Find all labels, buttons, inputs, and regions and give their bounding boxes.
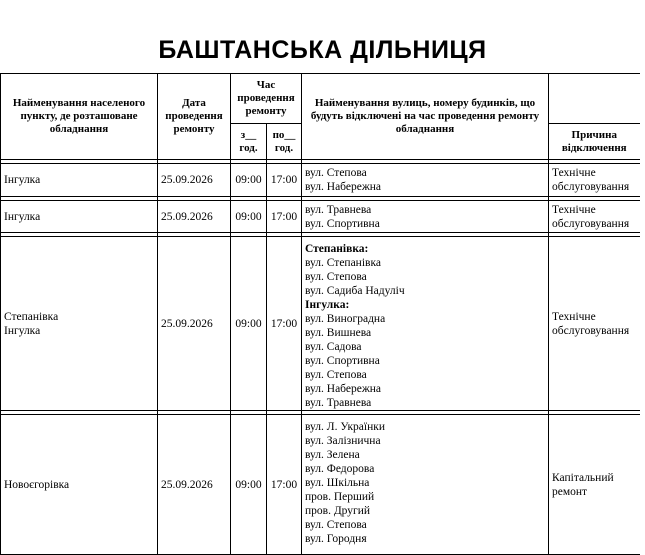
street-name: вул. Спортивна <box>305 217 380 230</box>
street-name: вул. Степанівка <box>305 257 381 269</box>
settlement-name: Інгулка <box>4 324 41 337</box>
street-name: пров. Другий <box>305 505 371 517</box>
street-name: вул. Набережна <box>305 383 382 395</box>
streets-cell <box>302 164 549 197</box>
settlement-name: Степанівка <box>4 310 59 323</box>
time-to-cell: 17:00 <box>267 237 302 411</box>
date-cell: 25.09.2026 <box>158 164 231 197</box>
table-row <box>1 201 640 233</box>
header-reason-spacer <box>549 74 640 124</box>
reason-line: Капітальний <box>552 471 614 484</box>
street-name: вул. Садиба Надуліч <box>305 285 405 297</box>
time-from-cell: 09:00 <box>231 415 267 555</box>
street-name: вул. Городня <box>305 533 367 545</box>
street-name: вул. Зелена <box>305 449 360 461</box>
street-name: вул. Шкільна <box>305 477 370 489</box>
header-streets: Найменування вулиць, номеру будинків, що будуть відключені на час проведення ремонту обладнання <box>302 74 549 160</box>
date-cell: 25.09.2026 <box>158 415 231 555</box>
header-reason: Причина відключення <box>549 124 640 160</box>
date-cell: 25.09.2026 <box>158 201 231 233</box>
street-name: вул. Степова <box>305 167 367 179</box>
street-group-label: Степанівка: <box>305 243 369 255</box>
settlement-name: Новоєгорівка <box>4 478 70 491</box>
street-name: вул. Степова <box>305 271 367 283</box>
header-time: Час проведення ремонту <box>231 74 302 124</box>
streets-cell <box>302 237 549 411</box>
reason-line: обслуговування <box>552 324 630 337</box>
header-settlement: Найменування населеного пункту, де розташоване обладнання <box>1 74 158 160</box>
time-from-cell: 09:00 <box>231 164 267 197</box>
time-to-cell: 17:00 <box>267 415 302 555</box>
reason-line: обслуговування <box>552 181 630 193</box>
reason-line: Технічне <box>552 310 596 323</box>
header-date: Дата проведення ремонту <box>158 74 231 160</box>
street-name: пров. Перший <box>305 491 375 503</box>
page-title: БАШТАНСЬКА ДІЛЬНИЦЯ <box>158 36 487 64</box>
reason-cell <box>549 164 640 197</box>
street-name: вул. Набережна <box>305 181 382 193</box>
reason-line: Технічне <box>552 167 596 179</box>
header-time-from: з__ год. <box>231 124 267 160</box>
street-name: вул. Л. Українки <box>305 421 385 433</box>
time-from-cell: 09:00 <box>231 201 267 233</box>
reason-line: обслуговування <box>552 217 630 230</box>
table-row <box>1 415 640 555</box>
reason-cell <box>549 201 640 233</box>
outage-table <box>0 73 640 555</box>
street-group-label: Інгулка: <box>305 299 350 311</box>
street-name: вул. Спортивна <box>305 355 380 367</box>
streets-cell <box>302 201 549 233</box>
reason-cell <box>549 415 640 555</box>
settlement-cell <box>1 237 158 411</box>
header-time-to: по__ год. <box>267 124 302 160</box>
settlement-cell <box>1 201 158 233</box>
street-name: вул. Садова <box>305 341 362 353</box>
street-name: вул. Травнева <box>305 203 372 216</box>
settlement-name: Інгулка <box>4 174 41 186</box>
table-row <box>1 164 640 197</box>
street-name: вул. Залізнична <box>305 435 381 447</box>
settlement-name: Інгулка <box>4 210 41 223</box>
street-name: вул. Степова <box>305 519 367 531</box>
date-cell: 25.09.2026 <box>158 237 231 411</box>
settlement-cell <box>1 164 158 197</box>
time-to-cell: 17:00 <box>267 164 302 197</box>
street-name: вул. Травнева <box>305 397 372 409</box>
street-name: вул. Степова <box>305 369 367 381</box>
street-name: вул. Вишнева <box>305 327 372 339</box>
reason-line: Технічне <box>552 203 596 216</box>
time-to-cell: 17:00 <box>267 201 302 233</box>
street-name: вул. Федорова <box>305 463 375 475</box>
streets-cell <box>302 415 549 555</box>
table-row <box>1 237 640 411</box>
reason-line: ремонт <box>552 485 588 498</box>
settlement-cell <box>1 415 158 555</box>
reason-cell <box>549 237 640 411</box>
time-from-cell: 09:00 <box>231 237 267 411</box>
street-name: вул. Виноградна <box>305 313 386 325</box>
